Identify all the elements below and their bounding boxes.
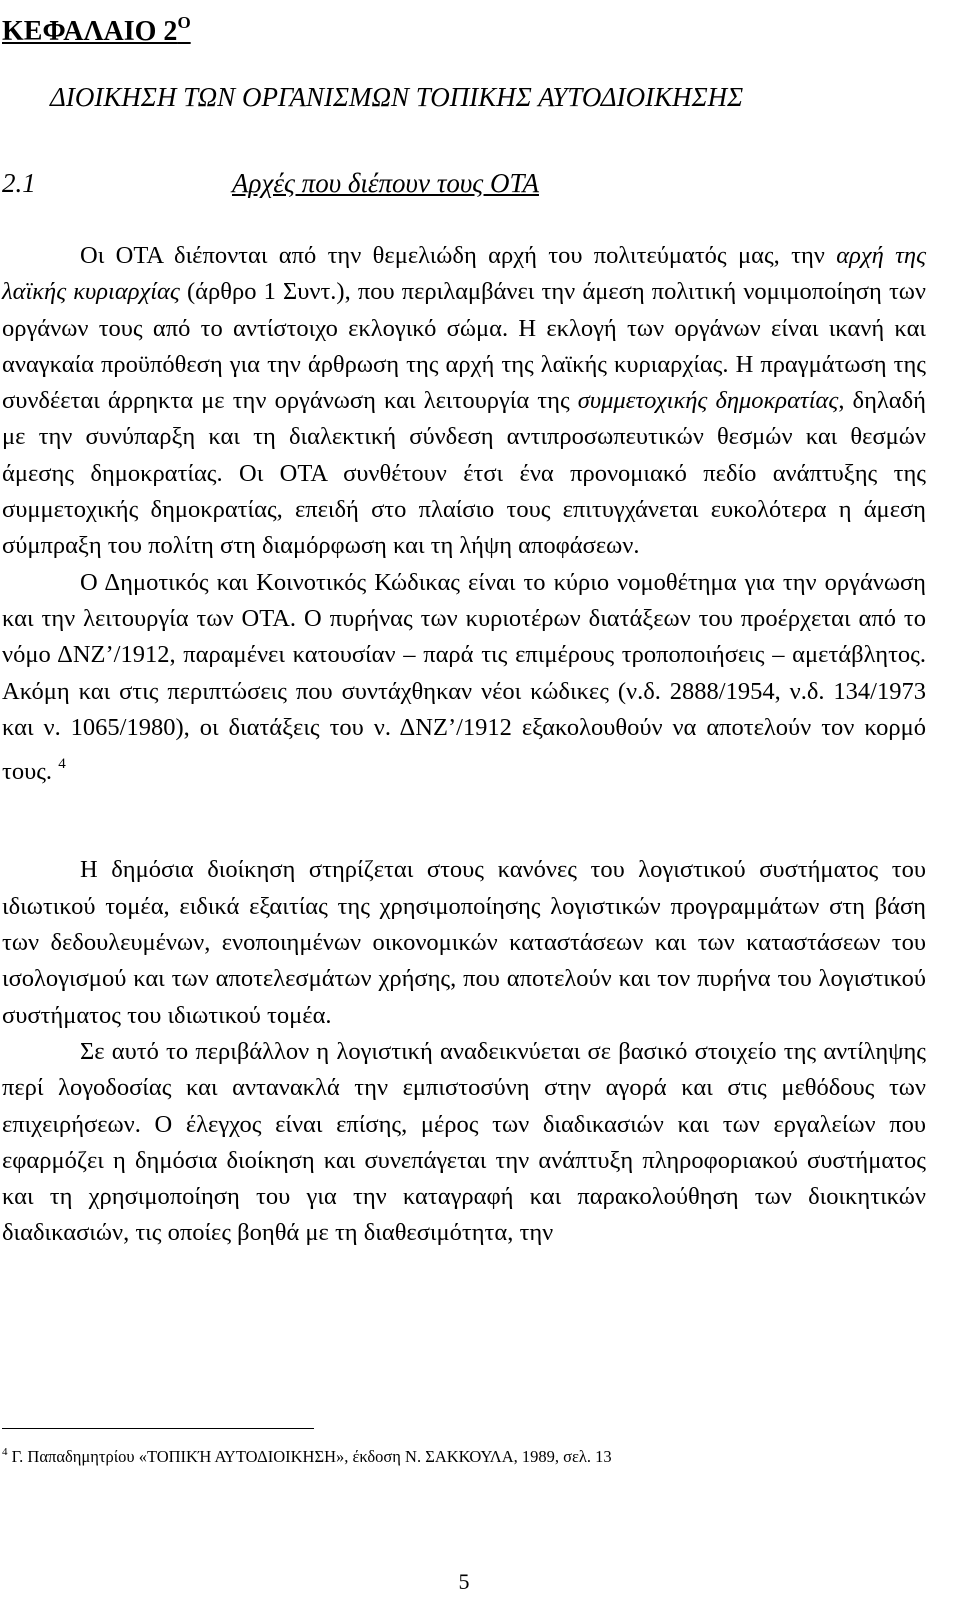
footnote-number: 4 xyxy=(2,1446,8,1458)
section-title: Αρχές που διέπουν τους ΟΤΑ xyxy=(232,168,539,198)
footnote-divider xyxy=(2,1428,314,1429)
part-title: ΔΙΟΙΚΗΣΗ ΤΩΝ ΟΡΓΑΝΙΣΜΩΝ ΤΟΠΙΚΗΣ ΑΥΤΟΔΙΟΙΚΗΣΗΣ xyxy=(50,82,744,112)
section-number: 2.1 xyxy=(2,168,36,198)
body-text xyxy=(2,238,926,1252)
paragraph-3: Η δημόσια διοίκηση στηρίζεται στους κανόνες του λογιστικού συστήματος του ιδιωτικού τομέα, ειδικά εξαιτίας της χρησιμοποίησης λογιστικών προγραμμάτων στη βάση των δεδουλευμένων, ενοποιημένων οικονομικών καταστάσεων και των καταστάσεων του ισολογισμού και των αποτελεσμάτων χρήσης, που αποτελούν και τον πυρήνα του λογιστικού συστήματος του ιδιωτικού τομέα. xyxy=(2,856,926,1029)
footnote-reference: 4 xyxy=(58,756,66,773)
footnote-text: Γ. Παπαδημητρίου «ΤΟΠΙΚΉ ΑΥΤΟΔΙΟΙΚΗΣΗ», έκδοση Ν. ΣΑΚΚΟΥΛΑ, 1989, σελ. 13 xyxy=(7,1447,612,1466)
paragraph-1-text-a: Οι ΟΤΑ διέπονται από την θεμελιώδη αρχή του πολιτεύματός μας, την xyxy=(80,242,837,269)
paragraph-1 xyxy=(2,238,926,565)
paragraph-2-text: Ο Δημοτικός και Κοινοτικός Κώδικας είναι το κύριο νομοθέτημα για την οργάνωση και την λειτουργία των ΟΤΑ. Ο πυρήνας των κυριοτέρων διατάξεων του προέρχεται από το νόμο ΔΝΖ’/1912, παραμένει κατουσίαν – παρά τις επιμέρους τροποποιήσεις – αμετάβλητος. Ακόμη και στις περιπτώσεις που συντάχθηκαν νέοι κώδικες (ν.δ. 2888/1954, ν.δ. 134/1973 και ν. 1065/1980), οι διατάξεις του ν. ΔΝΖ’/1912 εξακολουθούν να αποτελούν τον κορμό τους. xyxy=(2,568,926,786)
footnote xyxy=(2,1441,926,1468)
page-number: 5 xyxy=(458,1569,470,1594)
chapter-heading xyxy=(2,6,191,49)
paragraph-4: Σε αυτό το περιβάλλον η λογιστική αναδεικνύεται σε βασικό στοιχείο της αντίληψης περί λογοδοσίας και αντανακλά την εμπιστοσύνη στην αγορά και στις μεθόδους των επιχειρήσεων. Ο έλεγχος είναι επίσης, μέρος των διαδικασιών και των εργαλείων που εφαρμόζει η δημόσια διοίκηση και συνεπάγεται την ανάπτυξη πληροφοριακού συστήματος και τη χρησιμοποίηση του για την καταγραφή και παρακολούθηση των διοικητικών διαδικασιών, τις οποίες βοηθά με τη διαθεσιμότητα, την xyxy=(2,1037,926,1247)
paragraph-1-emphasis-democracy: συμμετοχικής δημοκρατίας xyxy=(577,387,839,415)
paragraph-2 xyxy=(2,565,926,791)
paragraph-1-text-e: , δηλαδή με την συνύπαρξη και τη διαλεκτική σύνδεση αντιπροσωπευτικών θεσμών και θεσμών άμεσης δημοκρατίας. Οι ΟΤΑ συνθέτουν έτσι ένα προνομιακό πεδίο ανάπτυξης της συμμετοχικής δημοκρατίας, επειδή στο πλαίσιο τους επιτυγχάνεται ευκολότερα η άμεση σύμπραξη του πολίτη στη διαμόρφωση και τη λήψη αποφάσεων. xyxy=(2,387,926,560)
chapter-superscript: Ο xyxy=(177,13,191,32)
paragraph-1-text-c: (άρθρο 1 Συντ.), που περιλαμβάνει την άμεση πολιτική νομιμοποίηση των οργάνων τους από το αντίστοιχο εκλογικό σώμα. Η εκλογή των οργάνων είναι ικανή και αναγκαία προϋπόθεση για την άρθρωση της αρχή της λαϊκής κυριαρχίας. Η πραγμάτωση της συνδέεται άρρηκτα με την οργάνωση και λειτουργία της xyxy=(2,278,926,415)
paragraph-1-emphasis-sovereignty: αρχή της λαϊκής κυριαρχίας xyxy=(2,242,927,306)
chapter-label: ΚΕΦΑΛΑΙΟ 2 xyxy=(2,16,178,47)
